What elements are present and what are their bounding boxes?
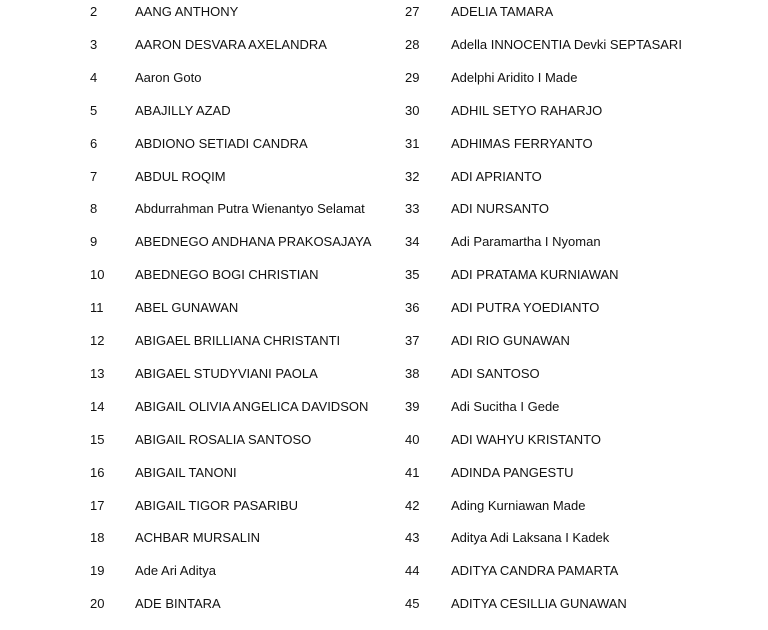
row-name: Aditya Adi Laksana I Kadek [451,530,610,546]
row-number: 5 [90,102,98,118]
row-name: ADITYA CESILLIA GUNAWAN [451,596,627,612]
row-name: Ade Ari Aditya [135,563,216,579]
row-number: 11 [90,300,104,316]
row-number: 37 [405,333,420,348]
row-number: 9 [90,234,98,250]
row-number: 35 [405,267,420,283]
row-name: ADITYA CANDRA PAMARTA [451,563,619,579]
row-number: 6 [90,135,98,151]
row-name: AARON DESVARA AXELANDRA [135,36,327,52]
list-row [0,496,768,516]
row-number: 28 [405,36,420,52]
row-name: ABIGAIL TANONI [135,464,237,480]
list-row [0,265,768,285]
list-row [0,561,768,581]
list-row [0,232,768,252]
row-name: ABEDNEGO BOGI CHRISTIAN [135,267,319,283]
row-name: ACHBAR MURSALIN [135,530,260,546]
row-name: ABIGAEL STUDYVIANI PAOLA [135,365,318,381]
list-row [0,35,768,55]
row-name: ADI PUTRA YOEDIANTO [451,300,600,316]
row-name: ABIGAEL BRILLIANA CHRISTANTI [135,333,341,348]
row-number: 40 [405,431,420,447]
row-name: ADI WAHYU KRISTANTO [451,431,601,447]
row-name: ABIGAIL TIGOR PASARIBU [135,497,299,513]
row-number: 13 [90,365,105,381]
row-name: ADINDA PANGESTU [451,464,574,480]
row-number: 41 [405,464,420,480]
row-number: 33 [405,201,420,217]
row-name: ABIGAIL ROSALIA SANTOSO [135,431,312,447]
list-row [0,68,768,88]
row-name: ADHIMAS FERRYANTO [451,135,593,151]
row-name: ADI APRIANTO [451,168,542,184]
row-number: 34 [405,234,420,250]
list-row [0,528,768,548]
row-number: 30 [405,102,420,118]
row-name: ADI PRATAMA KURNIAWAN [451,267,619,283]
row-name: ABAJILLY AZAD [135,102,231,118]
row-name: Ading Kurniawan Made [451,497,586,513]
list-row [0,331,768,351]
row-number: 29 [405,69,420,85]
row-number: 42 [405,497,420,513]
list-row [0,298,768,318]
row-name: ADI NURSANTO [451,201,549,217]
row-number: 19 [90,563,105,579]
row-name: ADE BINTARA [135,596,221,612]
row-number: 20 [90,596,105,612]
list-row [0,2,768,22]
row-number: 43 [405,530,420,546]
list-row [0,463,768,483]
row-name: Adi Paramartha I Nyoman [451,234,601,250]
row-number: 38 [405,365,420,381]
row-name: ADI SANTOSO [451,365,540,381]
row-number: 2 [90,4,98,19]
row-number: 16 [90,464,105,480]
row-number: 27 [405,4,420,19]
row-name: ABDIONO SETIADI CANDRA [135,135,308,151]
row-name: ADELIA TAMARA [451,4,554,19]
row-number: 32 [405,168,420,184]
row-name: Adelphi Aridito I Made [451,69,578,85]
list-row [0,397,768,417]
row-number: 31 [405,135,420,151]
list-row [0,364,768,384]
row-number: 10 [90,267,105,283]
row-number: 12 [90,333,105,348]
row-number: 8 [90,201,98,217]
row-name: Adi Sucitha I Gede [451,398,560,414]
row-name: ABDUL ROQIM [135,168,226,184]
list-row [0,199,768,219]
row-name: ADI RIO GUNAWAN [451,333,570,348]
row-number: 45 [405,596,420,612]
row-name: Abdurrahman Putra Wienantyo Selamat [135,201,365,217]
row-name: Adella INNOCENTIA Devki SEPTASARI [451,36,682,52]
row-number: 14 [90,398,105,414]
list-row [0,594,768,614]
row-name: ABIGAIL OLIVIA ANGELICA DAVIDSON [135,398,369,414]
row-number: 39 [405,398,420,414]
row-number: 3 [90,36,98,52]
row-name: Aaron Goto [135,69,202,85]
row-number: 4 [90,69,98,85]
list-row [0,101,768,121]
row-number: 15 [90,431,105,447]
list-row [0,167,768,187]
list-row [0,134,768,154]
row-name: ABEL GUNAWAN [135,300,239,316]
row-name: AANG ANTHONY [135,4,239,19]
row-number: 44 [405,563,420,579]
row-number: 18 [90,530,105,546]
row-name: ADHIL SETYO RAHARJO [451,102,603,118]
row-number: 36 [405,300,420,316]
row-number: 17 [90,497,105,513]
list-row [0,430,768,450]
row-number: 7 [90,168,98,184]
row-name: ABEDNEGO ANDHANA PRAKOSAJAYA [135,234,372,250]
